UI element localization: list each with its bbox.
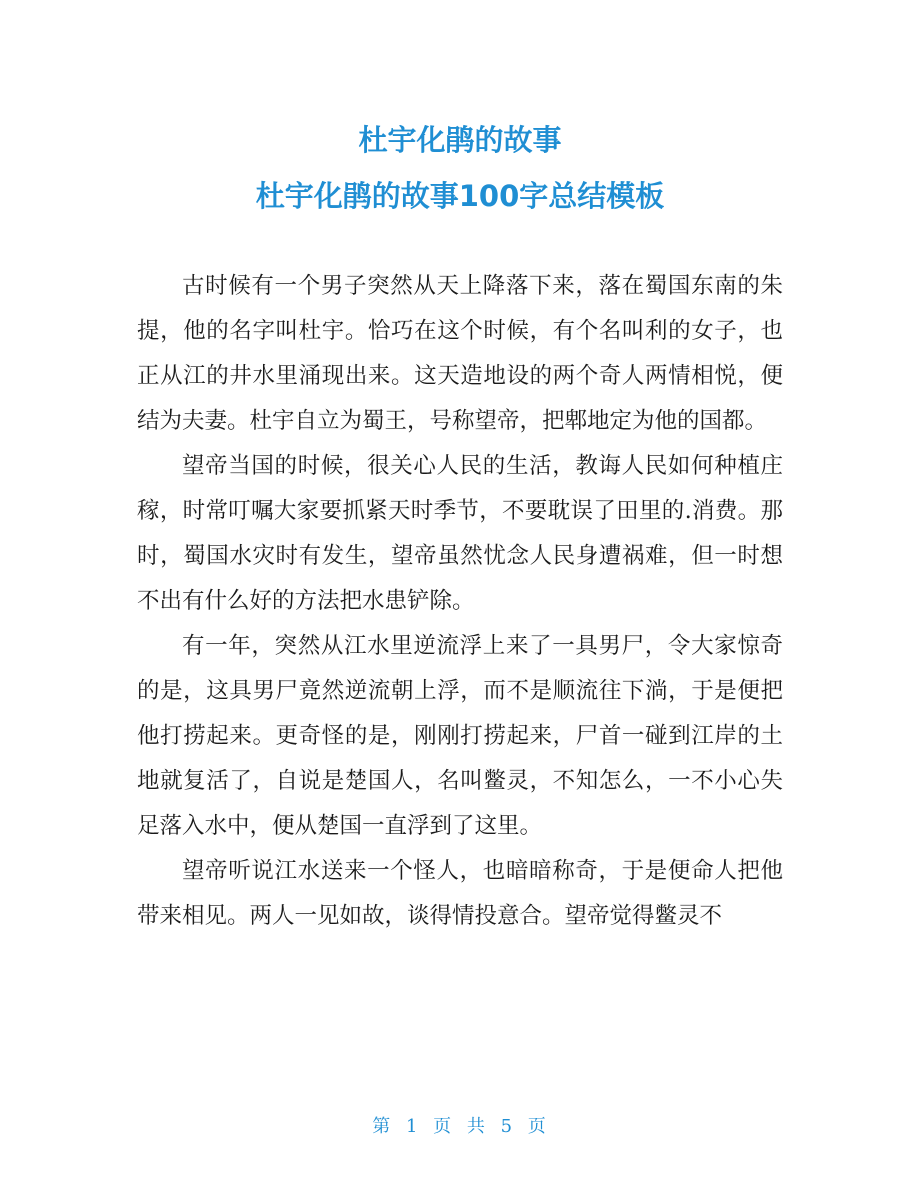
footer-suffix: 页 [527, 1116, 548, 1137]
paragraph-1: 古时候有一个男子突然从天上降落下来，落在蜀国东南的朱提，他的名字叫杜宇。恰巧在这个时候，有个名叫利的女子，也正从江的井水里涌现出来。这天造地设的两个奇人两情相悦，便结为夫妻。杜宇自立为蜀王，号称望帝，把郫地定为他的国都。 [137, 273, 783, 434]
paragraph-3: 有一年，突然从江水里逆流浮上来了一具男尸，令大家惊奇的是，这具男尸竟然逆流朝上浮，而不是顺流往下淌，于是便把他打捞起来。更奇怪的是，刚刚打捞起来，尸首一碰到江岸的土地就复活了，自说是楚国人，名叫鳖灵，不知怎么，一不小心失足落入水中，便从楚国一直浮到了这里。 [137, 633, 783, 839]
paragraph-4: 望帝听说江水送来一个怪人，也暗暗称奇，于是便命人把他带来相见。两人一见如故，谈得情投意合。望帝觉得鳖灵不 [137, 858, 783, 929]
paragraph-2: 望帝当国的时候，很关心人民的生活，教诲人民如何种植庄稼，时常叮嘱大家要抓紧天时季节，不要耽误了田里的.消费。那时，蜀国水灾时有发生，望帝虽然忧念人民身遭祸难，但一时想不出有什么好的方法把水患铲除。 [137, 453, 783, 614]
title-block [0, 112, 920, 224]
footer-page-current: 1 [405, 1116, 420, 1137]
footer-prefix: 第 [372, 1116, 393, 1137]
footer-total-prefix: 共 [466, 1116, 487, 1137]
footer-page-word: 页 [433, 1116, 454, 1137]
page-footer [0, 1112, 920, 1138]
document-subtitle: 杜宇化鹃的故事100字总结模板 [255, 179, 665, 213]
document-title: 杜宇化鹃的故事 [358, 123, 562, 157]
document-body [137, 264, 783, 939]
footer-page-total: 5 [500, 1116, 515, 1137]
